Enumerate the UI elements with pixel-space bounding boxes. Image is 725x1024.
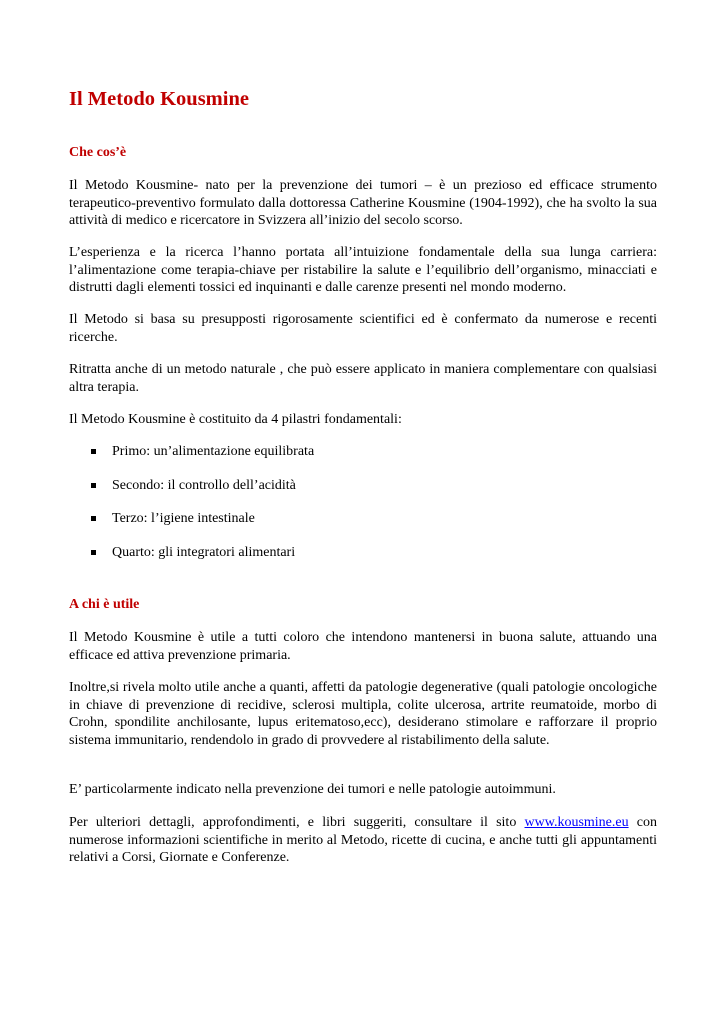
paragraph-further-info bbox=[69, 814, 657, 867]
further-info-text: Per ulteriori dettagli, approfondimenti, e libri suggeriti, consultare il sito bbox=[69, 815, 525, 830]
bullet-icon bbox=[91, 449, 96, 454]
bullet-icon bbox=[91, 550, 96, 555]
paragraph-degenerative: Inoltre,si rivela molto utile anche a quanti, affetti da patologie degenerative (quali patologie oncologiche in chiave di prevenzione di recidive, sclerosi multipla, colite ulcerosa, artrite reumatoide, morbo di Crohn, spondilite anchilosante, lupus eritematoso,ecc), desiderano stimolare e rafforzare il proprio sistema immunitario, rendendolo in grado di provvedere al ristabilimento della salute. bbox=[69, 680, 657, 748]
pillars-list bbox=[69, 443, 657, 577]
list-item-text: Primo: un’alimentazione equilibrata bbox=[112, 444, 315, 459]
paragraph-usefulness: Il Metodo Kousmine è utile a tutti coloro che intendono mantenersi in buona salute, attuando una efficace ed attiva prevenzione primaria. bbox=[69, 630, 657, 663]
section-heading-who: A chi è utile bbox=[69, 597, 140, 612]
list-item bbox=[69, 443, 657, 477]
bullet-icon bbox=[91, 483, 96, 488]
paragraph-intro: Il Metodo Kousmine- nato per la prevenzione dei tumori – è un prezioso ed efficace strumento terapeutico-preventivo formulato dalla dottoressa Catherine Kousmine (1904-1992), che ha svolto la sua attività di medico e ricercatore in Svizzera all’inizio del secolo scorso. bbox=[69, 178, 657, 229]
list-item bbox=[69, 510, 657, 544]
paragraph-scientific-basis: Il Metodo si basa su presupposti rigorosamente scientifici ed è confermato da numerose e recenti ricerche. bbox=[69, 312, 657, 345]
list-item-text: Secondo: il controllo dell’acidità bbox=[112, 477, 296, 493]
list-item-text: Terzo: l’igiene intestinale bbox=[112, 511, 255, 526]
paragraph-pillars-intro: Il Metodo Kousmine è costituito da 4 pilastri fondamentali: bbox=[69, 412, 402, 427]
paragraph-indications: E’ particolarmente indicato nella prevenzione dei tumori e nelle patologie autoimmuni. bbox=[69, 782, 556, 797]
list-item bbox=[69, 477, 657, 511]
section-heading-what: Che cos’è bbox=[69, 145, 127, 160]
document-title: Il Metodo Kousmine bbox=[69, 88, 249, 110]
list-item-text: Quarto: gli integratori alimentari bbox=[112, 544, 296, 560]
paragraph-experience: L’esperienza e la ricerca l’hanno portata all’intuizione fondamentale della sua lunga carriera: l’alimentazione come terapia-chiave per ristabilire la salute e l’equilibrio dell’organismo, minacciati e distrutti dagli elementi tossici ed inquinanti e dalle carenze presenti nel mondo moderno. bbox=[69, 245, 657, 296]
further-info-text-continued: con numerose informazioni scientifiche in merito al Metodo, ricette di cucina, e anche tutti gli appuntamenti relativi a Corsi, Giornate e Conferenze. bbox=[69, 815, 657, 866]
kousmine-website-link[interactable]: www.kousmine.eu bbox=[524, 815, 629, 830]
list-item bbox=[69, 544, 657, 578]
bullet-icon bbox=[91, 516, 96, 521]
paragraph-natural-method: Ritratta anche di un metodo naturale , che può essere applicato in maniera complementare con qualsiasi altra terapia. bbox=[69, 362, 657, 395]
